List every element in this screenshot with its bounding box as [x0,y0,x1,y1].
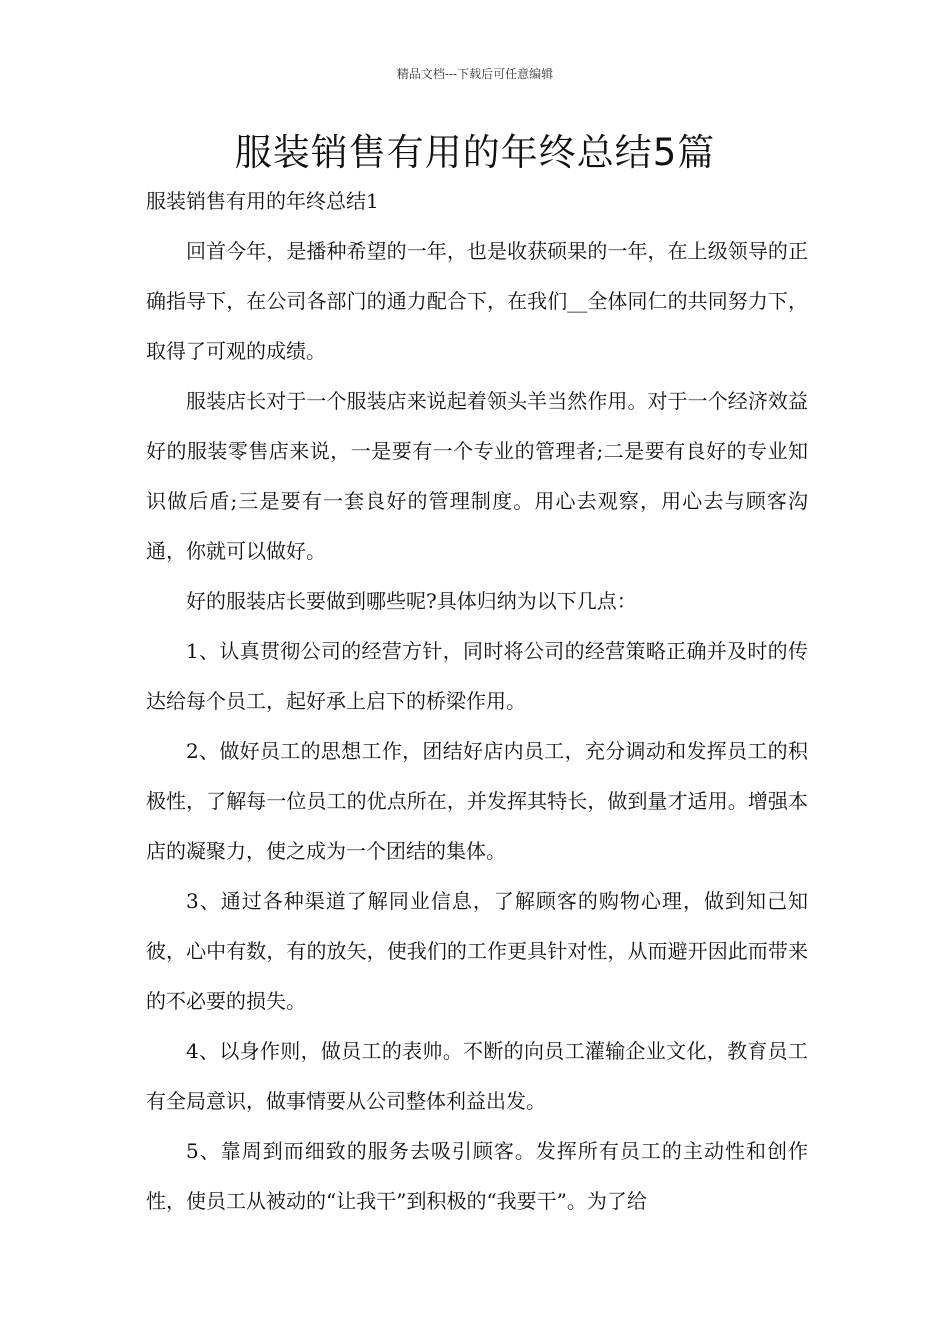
section-heading: 服装销售有用的年终总结1 [146,189,379,213]
paragraph-6: 3、通过各种渠道了解同业信息，了解顾客的购物心理，做到知己知彼，心中有数，有的放矢，使我们的工作更具针对性，从而避开因此而带来的不必要的损失。 [146,889,808,1013]
paragraph-2: 服装店长对于一个服装店来说起着领头羊当然作用。对于一个经济效益好的服装零售店来说，一是要有一个专业的管理者;二是要有良好的专业知识做后盾;三是要有一套良好的管理制度。用心去观察，用心去与顾客沟通，你就可以做好。 [146,389,808,563]
paragraph-7: 4、以身作则，做员工的表帅。不断的向员工灌输企业文化，教育员工有全局意识，做事情要从公司整体利益出发。 [146,1039,808,1113]
header-note: 精品文档---下载后可任意编辑 [396,67,554,81]
paragraph-5: 2、做好员工的思想工作，团结好店内员工，充分调动和发挥员工的积极性，了解每一位员工的优点所在，并发挥其特长，做到量才适用。增强本店的凝聚力，使之成为一个团结的集体。 [146,739,808,863]
paragraph-4: 1、认真贯彻公司的经营方针，同时将公司的经营策略正确并及时的传达给每个员工，起好承上启下的桥梁作用。 [146,639,808,713]
document-title: 服装销售有用的年终总结5篇 [234,131,716,174]
document-body [146,226,808,1226]
paragraph-1: 回首今年，是播种希望的一年，也是收获硕果的一年，在上级领导的正确指导下，在公司各部门的通力配合下，在我们__全体同仁的共同努力下，取得了可观的成绩。 [146,239,808,363]
paragraph-8: 5、靠周到而细致的服务去吸引顾客。发挥所有员工的主动性和创作性，使员工从被动的“让我干”到积极的“我要干”。为了给 [146,1139,808,1213]
paragraph-3: 好的服装店长要做到哪些呢?具体归纳为以下几点： [186,589,637,613]
